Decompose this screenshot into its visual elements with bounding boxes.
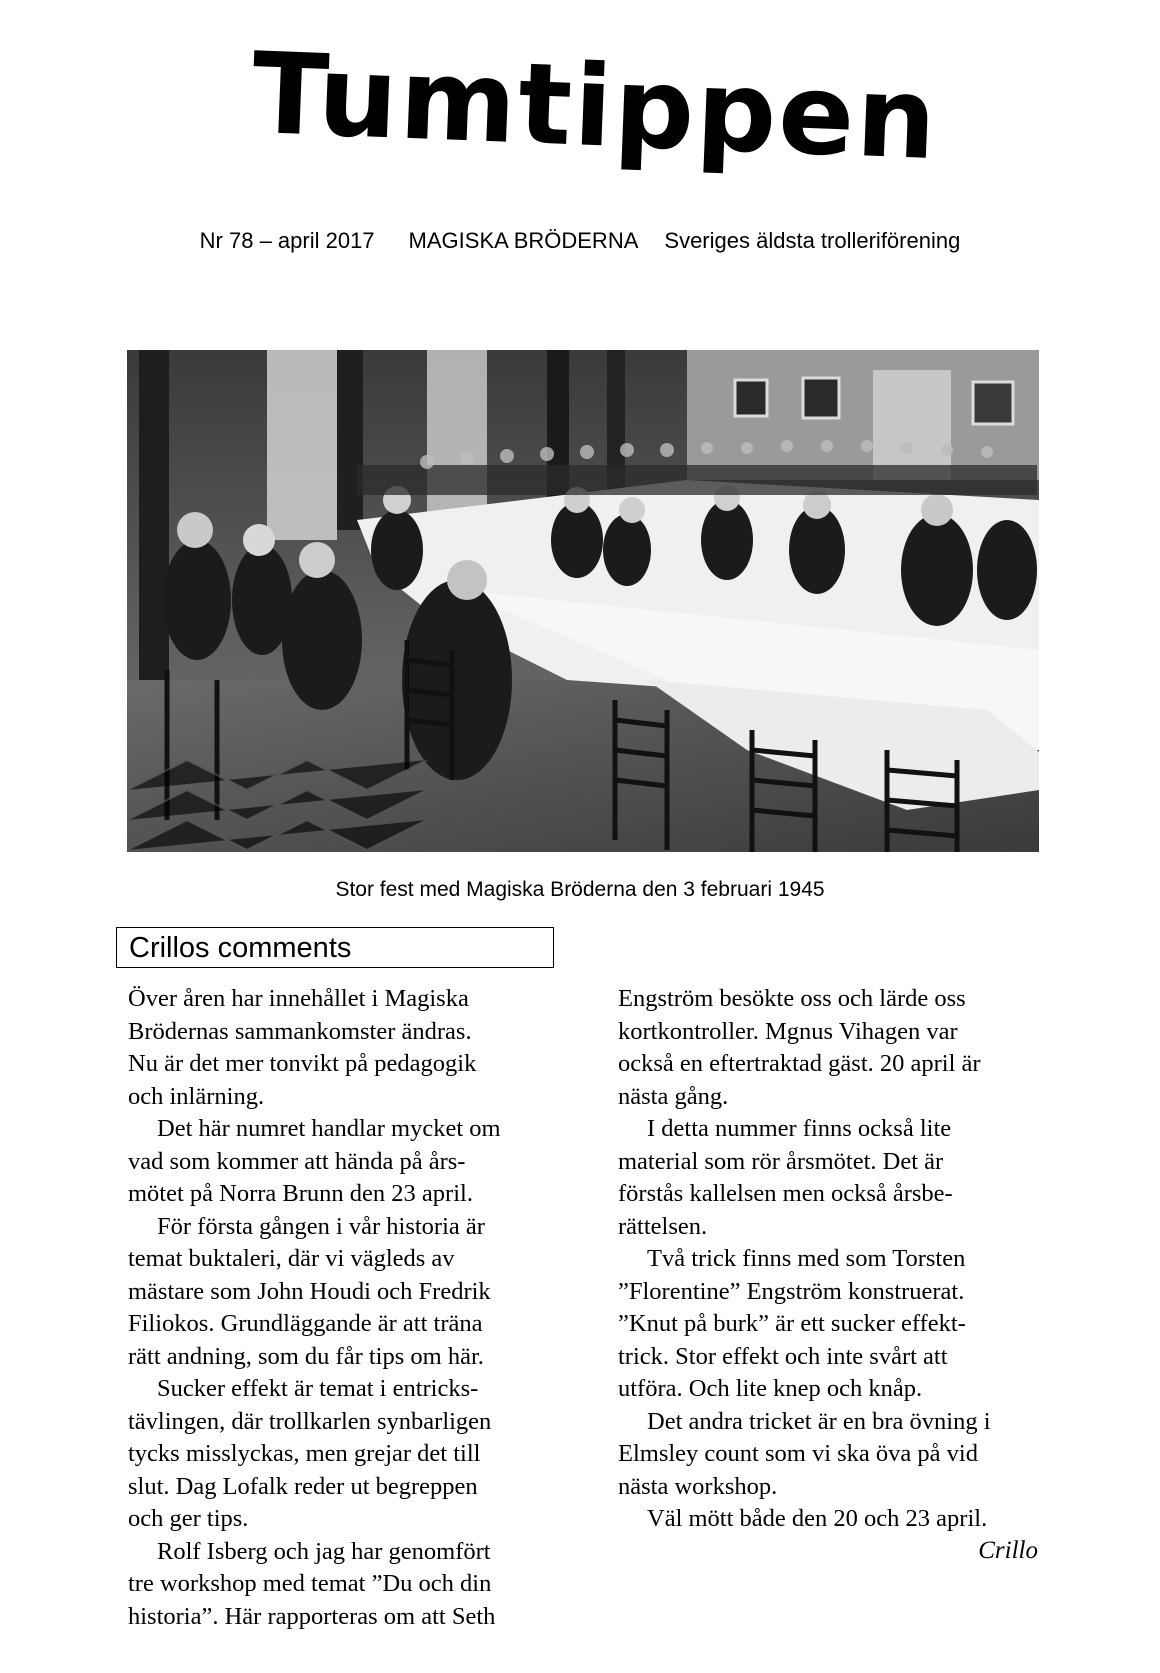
banquet-photo-illustration	[127, 350, 1039, 852]
article-column-right	[618, 983, 1038, 1536]
text-line: tävlingen, där trollkarlen synbarligen	[128, 1407, 492, 1435]
photo-caption: Stor fest med Magiska Bröderna den 3 februari 1945	[335, 878, 825, 901]
text-line: historia”. Här rapporteras om att Seth	[128, 1602, 496, 1630]
signature: Crillo	[978, 1537, 1038, 1564]
text-line: I detta nummer finns också lite	[647, 1115, 952, 1142]
text-line: Sucker effekt är temat i entricks-	[157, 1375, 479, 1402]
text-line: Väl mött både den 20 och 23 april.	[647, 1505, 988, 1532]
text-line: och inlärning.	[128, 1082, 265, 1110]
text-line: Brödernas sammankomster ändras.	[128, 1017, 472, 1045]
text-line: material som rör årsmötet. Det är	[618, 1147, 944, 1175]
text-line: Rolf Isberg och jag har genomfört	[157, 1537, 491, 1565]
text-line: För första gången i vår historia är	[157, 1212, 485, 1240]
text-line: kortkontroller. Mgnus Vihagen var	[618, 1017, 958, 1045]
text-line: ”Knut på burk” är ett sucker effekt-	[618, 1310, 966, 1337]
text-line: Engström besökte oss och lärde oss	[618, 985, 966, 1012]
text-line: Nu är det mer tonvikt på pedagogik	[128, 1050, 477, 1077]
text-line: tycks misslyckas, men grejar det till	[128, 1440, 481, 1467]
text-line: nästa gång.	[618, 1082, 729, 1110]
text-line: slut. Dag Lofalk reder ut begreppen	[128, 1472, 478, 1500]
text-line: tre workshop med temat ”Du och din	[128, 1570, 492, 1597]
text-line: vad som kommer att hända på års-	[128, 1147, 466, 1175]
text-line: Det här numret handlar mycket om	[157, 1115, 501, 1142]
text-line: och ger tips.	[128, 1505, 249, 1532]
text-line: också en eftertraktad gäst. 20 april är	[618, 1050, 981, 1077]
text-line: temat buktaleri, där vi vägleds av	[128, 1245, 455, 1272]
text-line: rättelsen.	[618, 1212, 708, 1240]
text-line: ”Florentine” Engström konstruerat.	[618, 1277, 965, 1305]
text-line: Elmsley count som vi ska öva på vid	[618, 1440, 978, 1467]
text-line: utföra. Och lite knep och knåp.	[618, 1375, 923, 1402]
text-line: mästare som John Houdi och Fredrik	[128, 1277, 491, 1305]
article-column-left	[128, 983, 548, 1633]
organization-name: MAGISKA BRÖDERNA	[408, 228, 639, 253]
text-line: Två trick finns med som Torsten	[647, 1245, 966, 1272]
text-line: trick. Stor effekt och inte svårt att	[618, 1342, 948, 1370]
issue-number: Nr 78 – april 2017	[199, 228, 375, 253]
issue-line	[0, 228, 1160, 254]
organization-tagline: Sveriges äldsta trolleriförening	[664, 228, 961, 253]
text-line: Över åren har innehållet i Magiska	[128, 985, 469, 1012]
text-line: Filiokos. Grundläggande är att träna	[128, 1310, 483, 1337]
text-line: Det andra tricket är en bra övning i	[647, 1407, 991, 1435]
text-line: nästa workshop.	[618, 1472, 778, 1500]
section-heading: Crillos comments	[116, 927, 554, 968]
text-line: rätt andning, som du får tips om här.	[128, 1342, 484, 1370]
text-line: förstås kallelsen men också årsbe-	[618, 1180, 953, 1207]
banquet-photo	[127, 350, 1039, 852]
text-line: mötet på Norra Brunn den 23 april.	[128, 1180, 473, 1207]
masthead-title: Tumtippen	[249, 28, 941, 186]
